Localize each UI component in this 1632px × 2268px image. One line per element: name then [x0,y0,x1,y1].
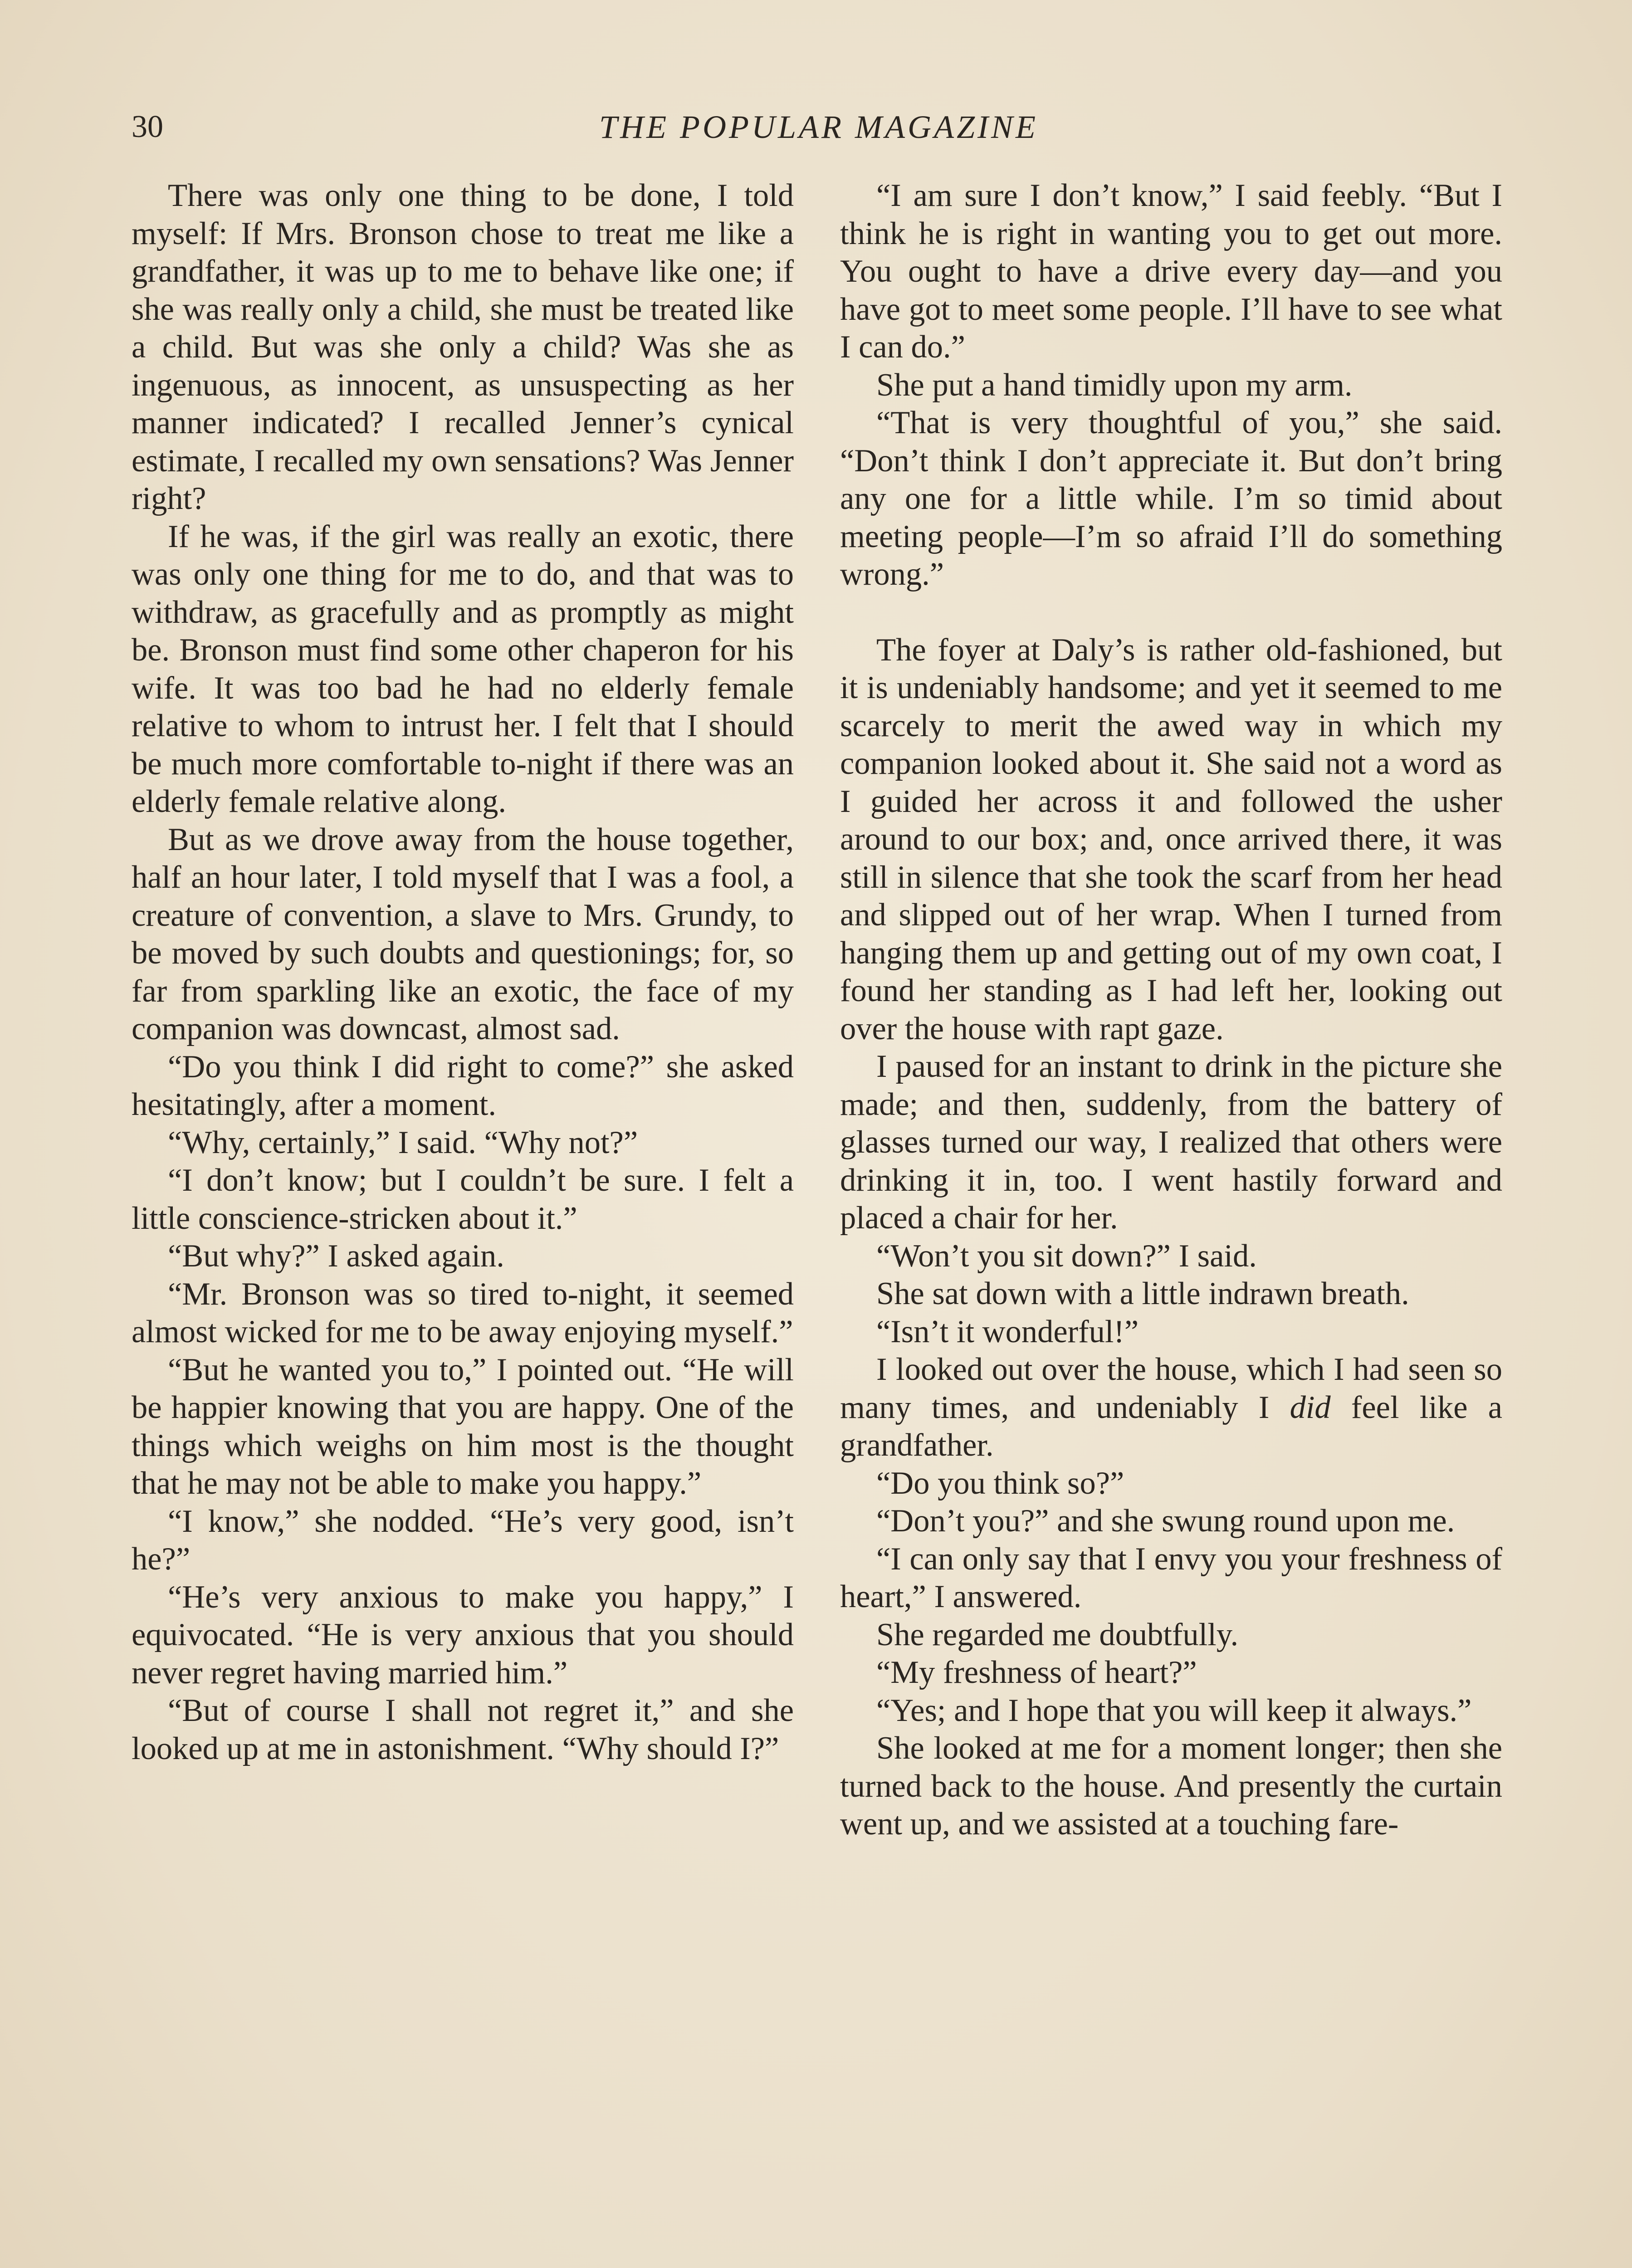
page-number: 30 [132,109,163,144]
paragraph: “Do you think so?” [876,1465,1124,1501]
paragraph: “Do you think I did right to come?” she asked hesitatingly, after a moment. [132,1049,794,1122]
paragraph: “Mr. Bronson was so tired to-night, it seemed almost wicked for me to be away enjoying myself.” [132,1276,794,1349]
paragraph: “But of course I shall not regret it,” and she looked up at me in astonishment. “Why should I?” [132,1693,794,1766]
paragraph: “I know,” she nodded. “He’s very good, isn’t he?” [132,1503,794,1577]
page-header [132,102,1506,152]
paragraph: The foyer at Daly’s is rather old-fashioned, but it is undeniably handsome; and yet it seemed to me scarcely to merit the awed way in which my companion looked about it. She said not a word as I guided her across it and followed the usher around to our box; and, once arrived there, it was still in silence that she took the scarf from her head and slipped out of her wrap. When I turned from hanging them up and getting out of my own coat, I found her standing as I had left her, looking out over the house with rapt gaze. [840,632,1502,1046]
paragraph: “Yes; and I hope that you will keep it always.” [876,1692,1472,1728]
paragraph: “He’s very anxious to make you happy,” I equivocated. “He is very anxious that you should never regret having married him.” [132,1579,794,1691]
paragraph: “Won’t you sit down?” I said. [876,1238,1257,1274]
paragraph: There was only one thing to be done, I told myself: If Mrs. Bronson chose to treat me like a grandfather, it was up to me to behave like one; if she was really only a child, she must be treated like a child. But was she only a child? Was she as ingenuous, as innocent, as unsuspecting as her manner indicated? I recalled Jenner’s cynical estimate, I recalled my own sensations? Was Jenner right? [132,178,794,516]
paragraph: “But he wanted you to,” I pointed out. “He will be happier knowing that you are happy. One of the things which weighs on him most is the thought that he may not be able to make you happy.” [132,1352,794,1501]
paragraph: If he was, if the girl was really an exotic, there was only one thing for me to do, and that was to withdraw, as gracefully and as promptly as might be. Bronson must find some other chaperon for his wife. It was too bad he had no elderly female relative to whom to intrust her. I felt that I should be much more comfortable to-night if there was an elderly female relative along. [132,518,794,819]
paragraph: She sat down with a little indrawn breath. [876,1276,1409,1311]
left-column [132,177,794,1768]
paragraph [840,1351,1502,1465]
paragraph-text: I looked out over the house, which I had seen so many times, and undeniably I [840,1352,1502,1425]
paragraph: She looked at me for a moment longer; then she turned back to the house. And presently the curtain went up, and we assisted at a touching fare- [840,1730,1502,1842]
paragraph: “Don’t you?” and she swung round upon me. [876,1503,1455,1539]
paragraph: “I don’t know; but I couldn’t be sure. I felt a little conscience-stricken about it.” [132,1163,794,1236]
paragraph: But as we drove away from the house together, half an hour later, I told myself that I was a fool, a creature of convention, a slave to Mrs. Grundy, to be moved by such doubts and questionings; for, so far from sparkling like an exotic, the face of my companion was downcast, almost sad. [132,821,794,1046]
magazine-title: THE POPULAR MAGAZINE [599,109,1038,145]
paragraph-text: feel like a grandfather. [840,1389,1502,1463]
paragraph: I paused for an instant to drink in the picture she made; and then, suddenly, from the battery of glasses turned our way, I realized that others were drinking it in, too. I went hastily forward and placed a chair for her. [840,1049,1502,1236]
paragraph: “Why, certainly,” I said. “Why not?” [168,1124,638,1160]
emphasis-text: did [1290,1389,1331,1425]
paragraph: “That is very thoughtful of you,” she said. “Don’t think I don’t appreciate it. But don’t bring any one for a little while. I’m so timid about meeting people—I’m so afraid I’ll do something wrong.” [840,405,1502,592]
paragraph: “Isn’t it wonderful!” [876,1314,1139,1349]
right-column [840,177,1502,1843]
paragraph: “My freshness of heart?” [876,1655,1197,1690]
paragraph: “But why?” I asked again. [168,1238,504,1274]
paragraph: She regarded me doubtfully. [876,1617,1239,1652]
paragraph: She put a hand timidly upon my arm. [876,367,1353,403]
paragraph: “I can only say that I envy you your freshness of heart,” I answered. [840,1541,1502,1614]
paragraph: “I am sure I don’t know,” I said feebly. “But I think he is right in wanting you to get out more. You ought to have a drive every day—and you have got to meet some people. I’ll have to see what I can do.” [840,178,1502,365]
